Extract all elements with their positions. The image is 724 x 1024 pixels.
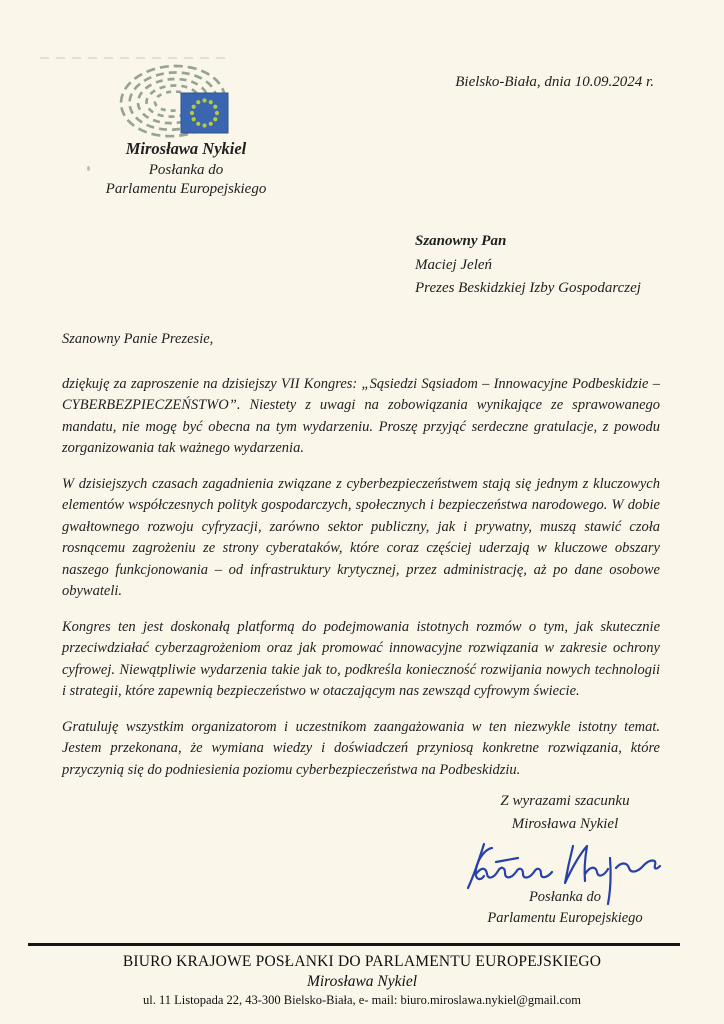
eu-flag-icon bbox=[181, 93, 228, 133]
closing-line1: Z wyrazami szacunku bbox=[500, 793, 630, 809]
paragraph-1: dziękuję za zaproszenie na dzisiejszy VII Kongres: „Sąsiedzi Sąsiadom – Innowacyjne Podbeskidzie – CYBERBEZPIECZEŃSTWO”. Niestety z uwagi na zobowiązania wynikające ze sprawowanego mandatu, nie mogę być obecna na tym wydarzeniu. Proszę przyjąć serdeczne gratulacje, z powodu zorganizowania tak ważnego wydarzenia. bbox=[62, 375, 660, 456]
signature-title-line2: Parlamentu Europejskiego bbox=[487, 910, 643, 926]
addressee-block bbox=[415, 230, 641, 301]
closing-line2: Mirosława Nykiel bbox=[511, 816, 619, 832]
sender-block bbox=[66, 139, 306, 200]
footer-address-email: ul. 11 Listopada 22, 43-300 Bielsko-Biała, e- mail: biuro.miroslawa.nykiel@gmail.com bbox=[142, 993, 582, 1007]
footer-office-name: BIURO KRAJOWE POSŁANKI DO PARLAMENTU EUROPEJSKIEGO bbox=[122, 953, 602, 970]
sender-title-line1: Posłanka do bbox=[148, 161, 224, 178]
addressee-title: Prezes Beskidzkiej Izby Gospodarczej bbox=[415, 280, 641, 296]
footer-block bbox=[0, 951, 724, 1009]
footer-divider bbox=[28, 943, 680, 946]
signature-title-line1: Posłanka do bbox=[528, 889, 602, 905]
paragraph-2: W dzisiejszych czasach zagadnienia związane z cyberbezpieczeństwem stają się jednym z kluczowych elementów współczesnych polityk gospodarczych, społecznych i bezpieczeństwa narodowego. W dobie gwałtownego rozwoju cyfryzacji, zarówno sektor publiczny, jak i prywatny, muszą stawić czoła rosnącemu zagrożeniu ze strony cyberataków, które coraz częściej uderzają w kluczowe obszary naszego funkcjonowania – od infrastruktury krytycznej, przez administrację, aż po dane osobowe obywateli. bbox=[62, 475, 660, 599]
sender-title-line2: Parlamentu Europejskiego bbox=[105, 181, 267, 197]
signature-title-block bbox=[430, 887, 700, 929]
closing-block bbox=[430, 790, 700, 836]
paragraph-4: Gratuluję wszystkim organizatorom i uczestnikom zaangażowania w ten niezwykle istotny temat. Jestem przekonana, że wymiana wiedzy i doświadczeń przyniosą konkretne rozwiązania, które przyczynią się do podniesienia poziomu cyberbezpieczeństwa na Podbeskidziu. bbox=[62, 718, 660, 778]
scan-artifact-scratch bbox=[40, 57, 232, 59]
sender-name: Mirosława Nykiel bbox=[125, 139, 247, 158]
letter-body bbox=[62, 329, 660, 795]
salutation: Szanowny Panie Prezesie, bbox=[62, 331, 214, 347]
european-parliament-logo-icon bbox=[114, 62, 240, 146]
date-line: Bielsko-Biała, dnia 10.09.2024 r. bbox=[455, 74, 654, 90]
addressee-name: Maciej Jeleń bbox=[415, 256, 493, 273]
addressee-salutation: Szanowny Pan bbox=[415, 233, 507, 249]
paragraph-3: Kongres ten jest doskonałą platformą do podejmowania istotnych rozmów o tym, jak skutecznie przeciwdziałać cyberzagrożeniom oraz jak promować innowacyjne rozwiązania w zakresie ochrony cyfrowej. Niewątpliwie wydarzenia takie jak to, podkreśla konieczność rozwijania nowych technologii i strategii, które zapewnią bezpieczeństwo w otaczającym nas zewsząd cyfrowym świecie. bbox=[62, 618, 660, 699]
footer-mep-name: Mirosława Nykiel bbox=[306, 973, 418, 990]
